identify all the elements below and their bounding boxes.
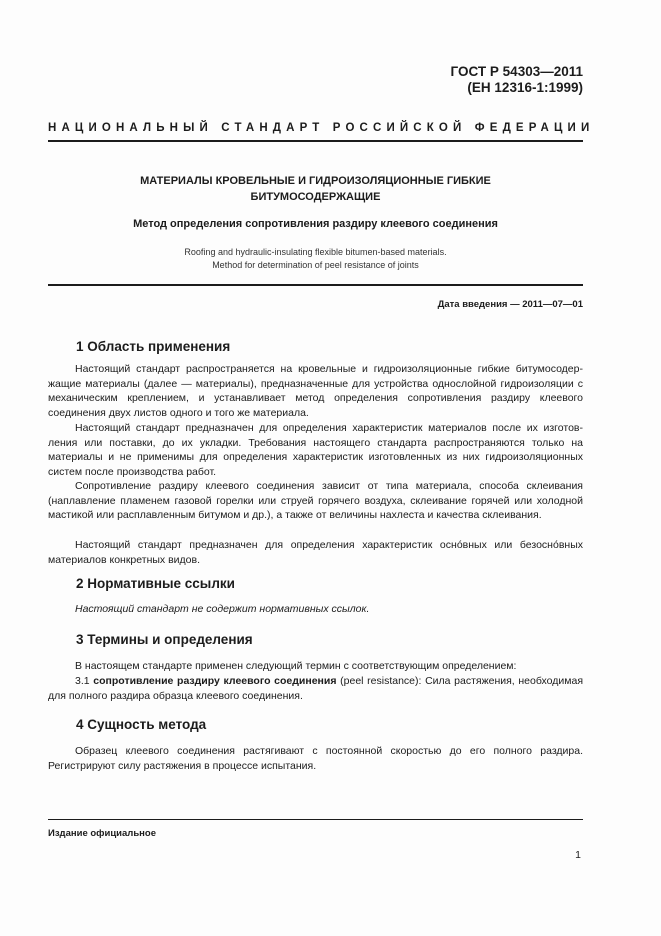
term-definition xyxy=(48,674,583,703)
title-line-2: БИТУМОСОДЕРЖАЩИЕ xyxy=(250,191,381,203)
document-title xyxy=(48,173,583,205)
section-4-paragraph: Образец клеевого соединения растягивают с постоянной скоростью до его полного раздира. Регистрируют силу растяжения в процессе испытания. xyxy=(48,745,583,772)
section-1-paragraph-1: Настоящий стандарт распространяется на кровельные и гидроизоляционные гибкие битумосодержащие материалы (далее — материалы), предназначенные для устройства однослойной гидроизоляции с механическим креплением, и устанавливает метод определения сопротивления раздиру клеевого соединения двух листов одного и того же материала. xyxy=(48,363,583,419)
section-1-paragraph-3: Сопротивление раздиру клеевого соединения зависит от типа материала, способа склеивания (наплавление пламенем газовой горелки или струей горячего воздуха, склеивание горячей или холодной мастикой или расплавленным битумом и др.), а также от величины нахлеста и качества склеивания. xyxy=(48,480,583,522)
introduction-date: Дата введения — 2011—07—01 xyxy=(437,299,583,310)
section-1-heading: 1 Область применения xyxy=(76,339,231,354)
section-1-paragraph-4: Настоящий стандарт предназначен для определения характеристик осно́вных или безосно́вных материалов конкретных видов. xyxy=(48,539,583,566)
section-3-heading: 3 Термины и определения xyxy=(76,632,253,647)
section-3-paragraph: В настоящем стандарте применен следующий термин с соответствующим определением: xyxy=(75,660,517,672)
english-title-line-2: Method for determination of peel resistance of joints xyxy=(212,260,419,270)
en-number: (ЕН 12316-1:1999) xyxy=(467,80,583,95)
national-standard-banner: НАЦИОНАЛЬНЫЙ СТАНДАРТ РОССИЙСКОЙ ФЕДЕРАЦИИ xyxy=(48,122,595,134)
footer-divider xyxy=(48,819,583,820)
term-number: 3.1 xyxy=(75,675,90,687)
section-4-heading: 4 Сущность метода xyxy=(76,717,207,732)
official-edition-note: Издание официальное xyxy=(48,828,156,839)
title-line-1: МАТЕРИАЛЫ КРОВЕЛЬНЫЕ И ГИДРОИЗОЛЯЦИОННЫЕ ГИБКИЕ xyxy=(140,175,491,187)
gost-number: ГОСТ Р 54303—2011 xyxy=(450,64,583,79)
english-title xyxy=(48,246,583,272)
page-number: 1 xyxy=(575,849,581,861)
term-name: сопротивление раздиру клеевого соединения xyxy=(93,675,337,687)
english-title-line-1: Roofing and hydraulic-insulating flexible bitumen-based materials. xyxy=(184,247,447,257)
section-2-heading: 2 Нормативные ссылки xyxy=(76,576,235,591)
section-2-paragraph: Настоящий стандарт не содержит нормативных ссылок. xyxy=(75,603,370,615)
title-divider xyxy=(48,284,583,286)
section-1-paragraph-2: Настоящий стандарт предназначен для определения характеристик материалов после их изготовления или поставки, до их укладки. Требования настоящего стандарта распространяются только на материалы и не применимы для определения характеристик изготовленных из них гидроизоляционных систем после производства работ. xyxy=(48,422,583,478)
method-title: Метод определения сопротивления раздиру клеевого соединения xyxy=(133,218,498,230)
header-divider xyxy=(48,140,583,142)
standard-number xyxy=(451,64,583,96)
term-description: (peel resistance): Сила растяжения, необходимая для полного раздира образца клеевого соединения. xyxy=(48,675,584,702)
